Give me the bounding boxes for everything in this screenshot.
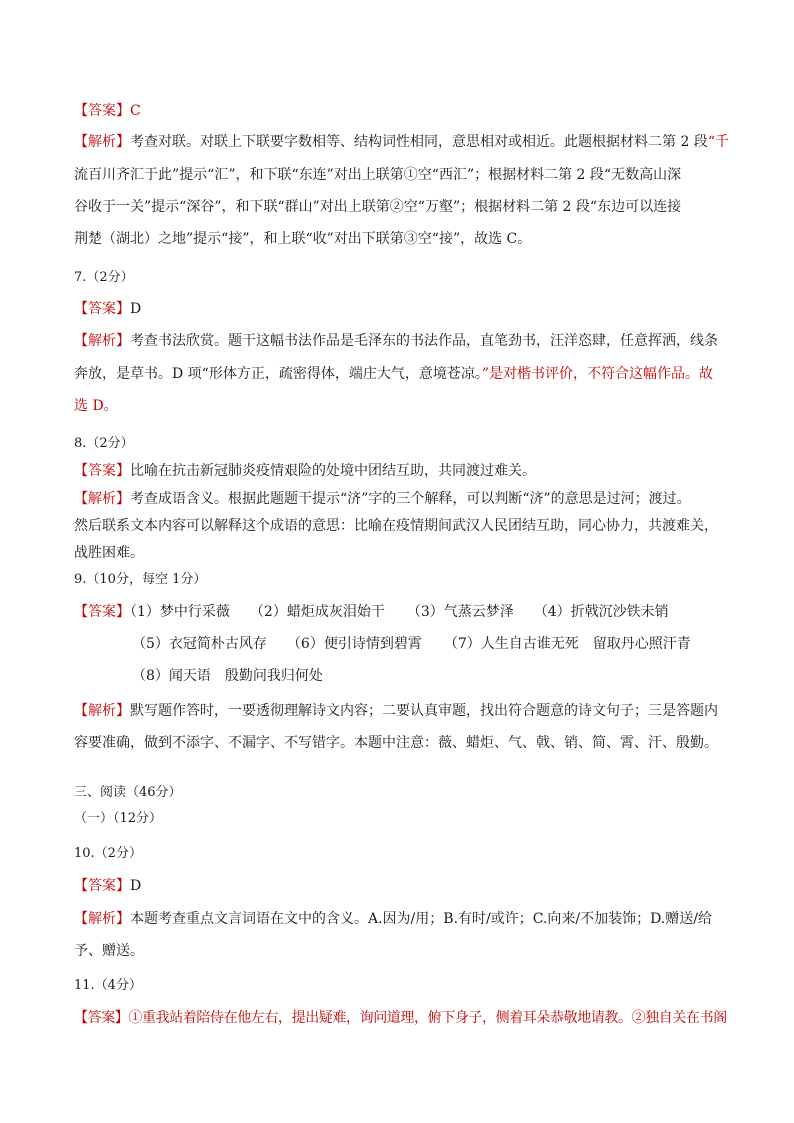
explanation-6-line-2: 流百川齐汇于此”提示“汇”，和下联“东连”对出上联第①空“西汇”；根据材料二第 2 段“无数高山深 [74,167,682,183]
answer-item: （3）气蒸云梦泽 [406,604,514,620]
explanation-7-line-3: 选 D。 [74,398,118,414]
explanation-9-line-2: 容要准确，做到不添字、不漏字、不写错字。本题中注意：薇、蜡炬、气、戟、销、简、霄、汗、殷勤。 [74,735,718,751]
answer-9-row-2 [132,634,778,654]
explanation-10-line-1 [74,909,720,929]
answer-tag: 【答案】 [74,463,130,479]
answer-item: （6）便引诗情到碧霄 [286,636,422,652]
explanation-9-line-1 [74,701,720,721]
explanation-tag: 【解析】 [74,491,130,507]
answer-tag: 【答案】 [74,1010,129,1026]
explanation-text: 考查对联。对联上下联要字数相等、结构词性相同，意思相对或相近。此题根据材料二第 2 段 [130,134,708,150]
explanation-8-line-1 [74,489,720,509]
explanation-10-line-2: 予、赠送。 [74,943,144,959]
answer-tag: 【答案】 [74,878,130,894]
answer-tag: 【答案】 [74,103,130,119]
explanation-tag: 【解析】 [74,911,130,927]
answer-tag: 【答案】 [74,604,130,620]
answer-9-row-1 [74,602,720,622]
answer-value: 比喻在抗击新冠肺炎疫情艰险的处境中团结互助，共同渡过难关。 [130,463,536,479]
explanation-text: 默写题作答时，一要透彻理解诗文内容；二要认真审题，找出符合题意的诗文句子；三是答题内 [130,703,718,719]
answer-value: D [130,878,142,894]
answer-item: （4）折戟沉沙铁未销 [533,604,669,620]
explanation-text: 考查成语含义。根据此题题干提示“济”字的三个解释，可以判断“济”的意思是过河；渡过。 [130,491,691,507]
answer-value: D [130,301,142,317]
answer-10 [74,876,720,896]
question-8-heading: 8.（2分） [74,436,134,451]
explanation-6-line-1 [74,132,729,152]
answer-item: （1）梦中行采薇 [130,604,230,620]
explanation-tag: 【解析】 [74,134,130,150]
explanation-tag: 【解析】 [74,333,130,349]
question-9-heading: 9.（10分，每空 1分） [74,572,207,587]
explanation-text: 考查书法欣赏。题干这幅书法作品是毛泽东的书法作品，直笔劲书，汪洋恣肆，任意挥洒，线条 [130,333,718,349]
answer-8 [74,461,720,481]
question-7-heading: 7.（2分） [74,270,134,285]
answer-item: （7）人生自古谁无死 留取丹心照汗青 [443,636,691,652]
answer-6 [74,101,720,121]
section-3-1-heading: （一）（12分） [74,811,163,826]
explanation-text: 本题考查重点文言词语在文中的含义。A.因为/用；B.有时/或许；C.向来/不加装饰；D.赠送/给 [130,911,713,927]
explanation-8-line-3: 战胜困难。 [74,545,144,561]
answer-11 [74,1008,727,1028]
explanation-6-line-4: 荆楚（湖北）之地”提示“接”，和上联“收”对出下联第③空“接”，故选 C。 [74,231,532,247]
explanation-7-line-1 [74,331,720,351]
explanation-8-line-2: 然后联系文本内容可以解释这个成语的意思：比喻在疫情期间武汉人民团结互助，同心协力，共渡难关， [74,518,718,534]
explanation-text-red: “千 [707,134,729,150]
answer-9-row-3: （8）闻天语 殷勤问我归何处 [132,668,323,684]
explanation-7-line-2 [74,364,720,384]
explanation-text-red: ”是对楷书评价，不符合这幅作品。故 [481,366,713,382]
explanation-6-line-3: 谷收于一关”提示“深谷”，和下联“群山”对出上联第②空“万壑”；根据材料二第 2 段“东边可以连接 [74,199,682,215]
answer-value: C [130,103,141,119]
question-10-heading: 10.（2分） [74,846,142,861]
answer-value: ①重我站着陪侍在他左右，提出疑难，询问道理，俯下身子，侧着耳朵恭敬地请教。②独自关在书阁 [128,1010,727,1026]
explanation-tag: 【解析】 [74,703,130,719]
section-3-heading: 三、阅读（46分） [74,785,182,800]
answer-item: （2）蜡炬成灰泪始干 [249,604,385,620]
answer-item: （5）衣冠简朴古风存 [132,636,267,652]
answer-7 [74,299,720,319]
question-11-heading: 11.（4分） [74,978,142,993]
explanation-text: 奔放，是草书。D 项“形体方正，疏密得体，端庄大气，意境苍凉。 [74,366,482,382]
answer-tag: 【答案】 [74,301,130,317]
